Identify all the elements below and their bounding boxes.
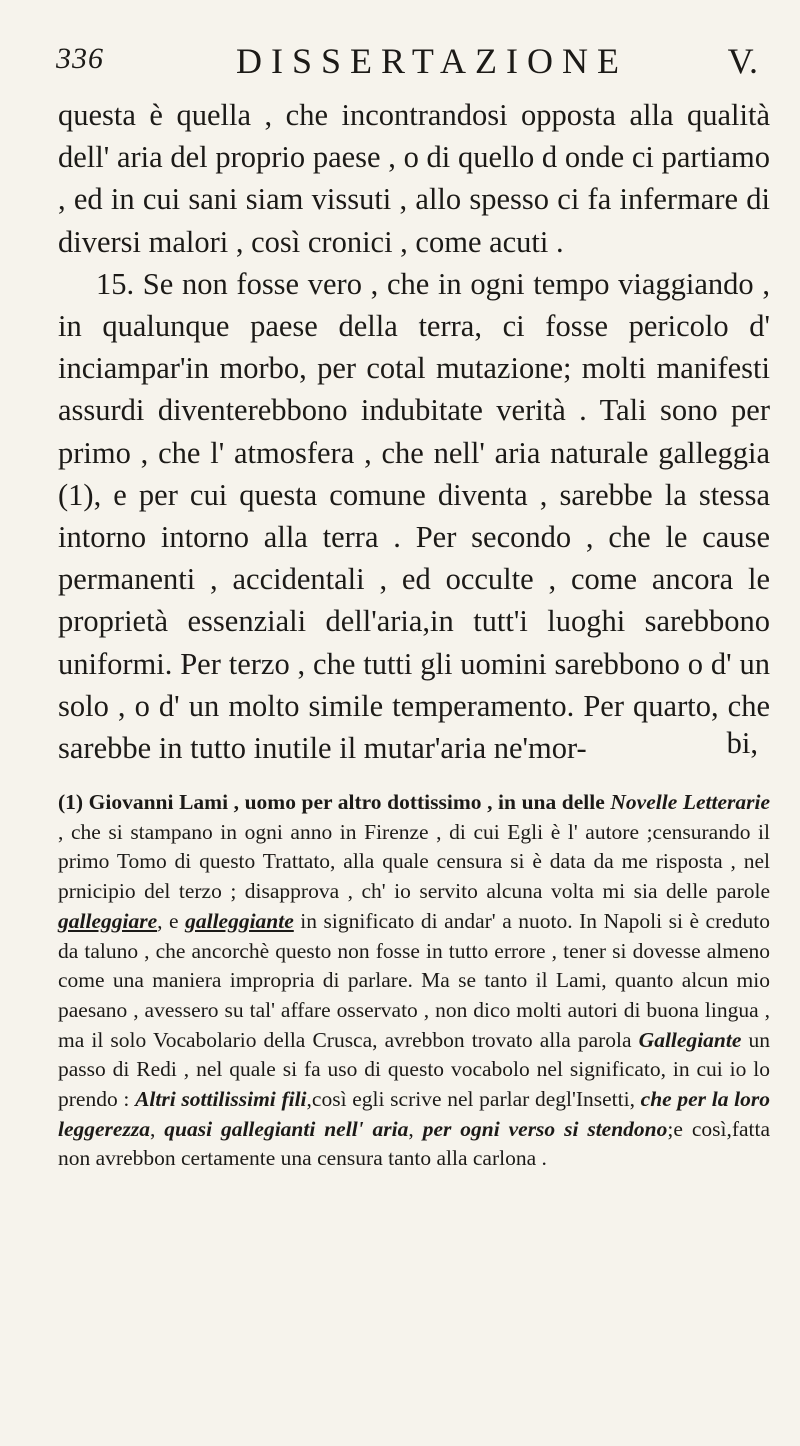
footnote-text [58, 788, 770, 1174]
footnote-segment: ,così egli scrive nel parlar degl'Insetti, [306, 1087, 641, 1112]
quotation: per ogni verso si stendono [422, 1116, 668, 1141]
quoted-word: galleggiante [185, 908, 294, 933]
chapter-number: V. [727, 41, 758, 81]
catchword: bi, [726, 726, 758, 760]
page-number: 336 [56, 42, 104, 75]
running-head: DISSERTAZIONE [236, 41, 628, 81]
quoted-word: Gallegiante [638, 1027, 742, 1052]
paragraph-15: 15. Se non fosse vero , che in ogni tempo viaggiando , in qualunque paese della terra, ci fosse pericolo d' inciampar'in morbo, per cotal mutazione; molti manifesti assurdi diventerebbono indubitate verità . Tali sono per primo , che l' atmosfera , che nell' aria naturale galleggia (1), e per cui questa comune diventa , sarebbe la stessa intorno intorno alla terra . Per secondo , che le cause permanenti , accidentali , ed occulte , come ancora le proprietà essenziali dell'aria,in tutt'i luoghi sarebbono uniformi. Per terzo , che tutti gli uomini sarebbono o d' un solo , o d' un molto simile temperamento. Per quarto, che sarebbe in tutto inutile il mutar'aria ne'mor- [58, 266, 770, 766]
quotation: quasi gallegianti nell' aria [164, 1116, 409, 1141]
main-text [58, 94, 770, 769]
footnote-segment: , [408, 1116, 423, 1141]
paragraph-continued: questa è quella , che incontrandosi opposta alla qualità dell' aria del proprio paese , o di quello d onde ci partiamo , ed in cui sani siam vissuti , allo spesso ci fa infermare di diversi malori , così cronici , come acuti . [58, 98, 770, 259]
footnote [58, 788, 770, 1174]
quotation: Altri sottilissimi fili [135, 1087, 307, 1112]
footnote-segment: , e [157, 908, 186, 933]
footnote-segment: ;e così,fatta non avrebbon certamente una censura tanto alla carlona . [58, 1116, 771, 1171]
journal-title: Novelle Letterarie [610, 790, 771, 814]
footnote-segment: un passo di Redi , nel quale si fa uso di questo vocabolo nel significato, in cui io lo prendo : [58, 1027, 770, 1112]
footnote-segment: in significato di andar' a nuoto. In Napoli si è creduto da taluno , che ancorchè questo non fosse in tutto errore , tener si dovesse almeno come una maniera impropria di parlare. Ma se tanto il Lami, quanto alcun mio paesano , avessero su tal' affare osservato , non dico molti autori di buona lingua , ma il solo Vocabolario della Crusca, avrebbon trovato alla parola [58, 908, 770, 1052]
page-header [48, 40, 768, 90]
quotation: che per la loro leggerezza [58, 1087, 770, 1141]
footnote-segment: , [149, 1116, 165, 1141]
footnote-lead: (1) Giovanni Lami , uomo per altro dottissimo , in una delle [58, 790, 605, 814]
quoted-word: galleggiare [58, 908, 158, 933]
footnote-segment: , che si stampano in ogni anno in Firenze , di cui Egli è l' autore ;censurando il primo Tomo di questo Trattato, alla quale censura si è data da me risposta , nel prnicipio del terzo ; disapprova , ch' io servito alcuna volta mi sia delle parole [58, 819, 770, 904]
